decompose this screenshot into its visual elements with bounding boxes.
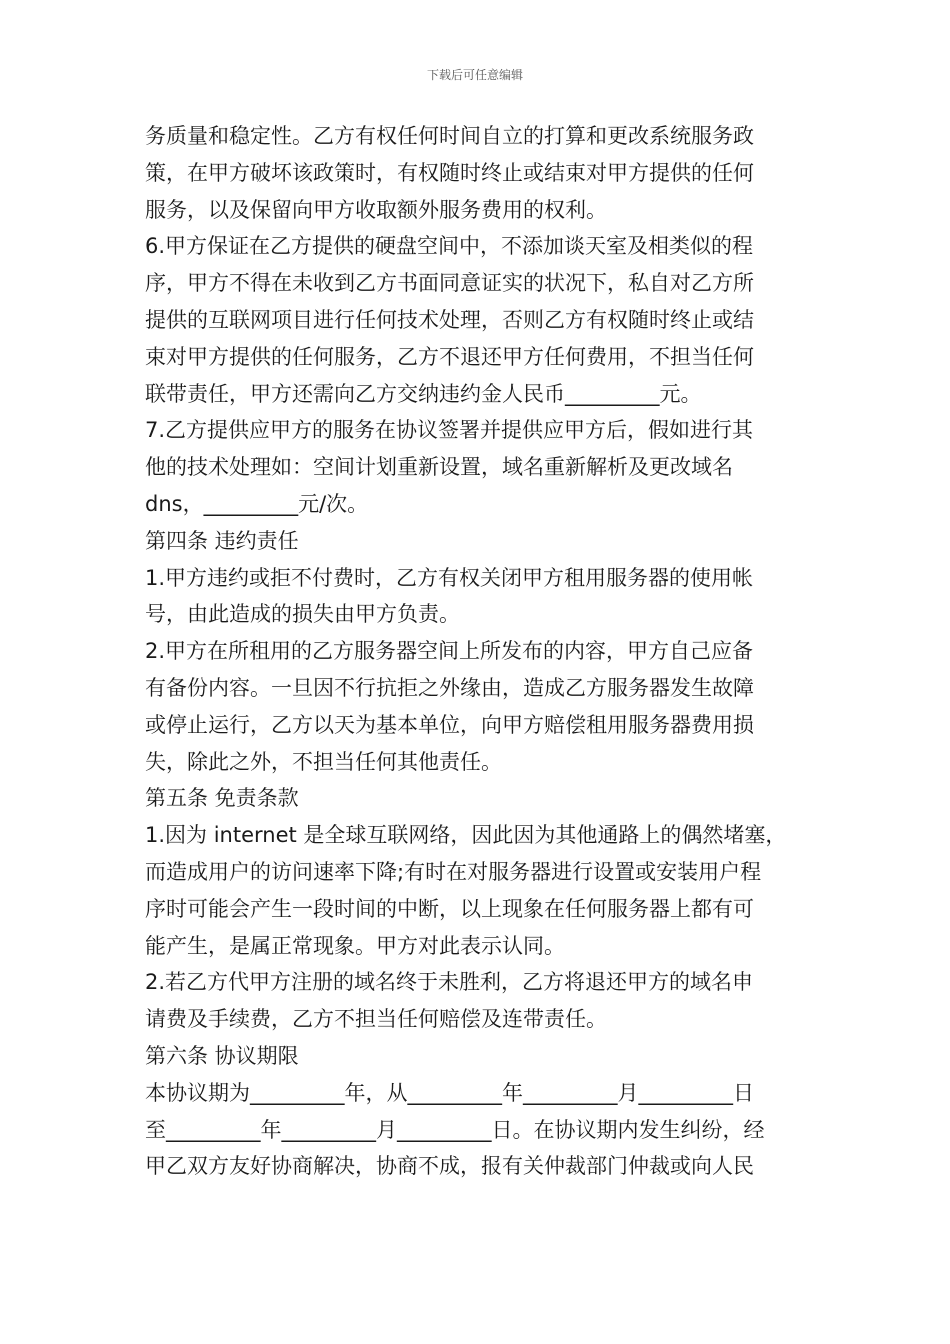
text-line: 失，除此之外，不担当任何其他责任。 [145,749,502,774]
text-line: 他的技术处理如：空间计划重新设置，域名重新解析及更改域名 [145,455,733,480]
text-line: 至_________年_________月_________日。在协议期内发生纠纷，经 [145,1117,765,1142]
text-line: 联带责任，甲方还需向乙方交纳违约金人民币_________元。 [145,381,702,406]
text-line: 或停止运行，乙方以天为基本单位，向甲方赔偿租用服务器费用损 [145,712,754,737]
text-line: 2.甲方在所租用的乙方服务器空间上所发布的内容，甲方自己应备 [145,639,754,664]
text-line: 服务，以及保留向甲方收取额外服务费用的权利。 [145,197,607,222]
text-line: 能产生，是属正常现象。甲方对此表示认同。 [145,933,565,958]
text-line: 束对甲方提供的任何服务，乙方不退还甲方任何费用，不担当任何 [145,344,754,369]
section-heading: 第五条 免责条款 [145,786,299,811]
text-line: 1.因为 internet 是全球互联网络，因此因为其他通路上的偶然堵塞， [145,823,787,848]
section-heading: 第六条 协议期限 [145,1043,299,1068]
page-header: 下载后可任意编辑 [426,68,523,82]
document-body [145,118,807,1185]
text-line: 务质量和稳定性。乙方有权任何时间自立的打算和更改系统服务政 [145,124,754,148]
text-line: 序，甲方不得在未收到乙方书面同意证实的状况下，私自对乙方所 [145,271,754,296]
text-line: 6.甲方保证在乙方提供的硬盘空间中，不添加谈天室及相类似的程 [145,234,754,259]
text-line: 甲乙双方友好协商解决，协商不成，报有关仲裁部门仲裁或向人民 [145,1154,754,1179]
text-line: 请费及手续费，乙方不担当任何赔偿及连带责任。 [145,1007,607,1032]
text-line: 有备份内容。一旦因不行抗拒之外缘由，造成乙方服务器发生故障 [145,675,754,700]
text-line: 2.若乙方代甲方注册的域名终于未胜利，乙方将退还甲方的域名申 [145,970,754,995]
section-heading: 第四条 违约责任 [145,528,299,553]
text-line: dns，_________元/次。 [145,491,369,516]
text-line: 号，由此造成的损失由甲方负责。 [145,602,460,627]
text-line: 提供的互联网项目进行任何技术处理，否则乙方有权随时终止或结 [145,307,754,332]
text-line: 7.乙方提供应甲方的服务在协议签署并提供应甲方后，假如进行其 [145,418,754,443]
text-line: 本协议期为_________年，从_________年_________月_________日 [145,1080,754,1105]
text-line: 策，在甲方破坏该政策时，有权随时终止或结束对甲方提供的任何 [145,160,754,185]
text-line: 1.甲方违约或拒不付费时，乙方有权关闭甲方租用服务器的使用帐 [145,565,754,590]
text-line: 序时可能会产生一段时间的中断，以上现象在任何服务器上都有可 [145,896,754,921]
text-line: 而造成用户的访问速率下降;有时在对服务器进行设置或安装用户程 [145,859,762,884]
